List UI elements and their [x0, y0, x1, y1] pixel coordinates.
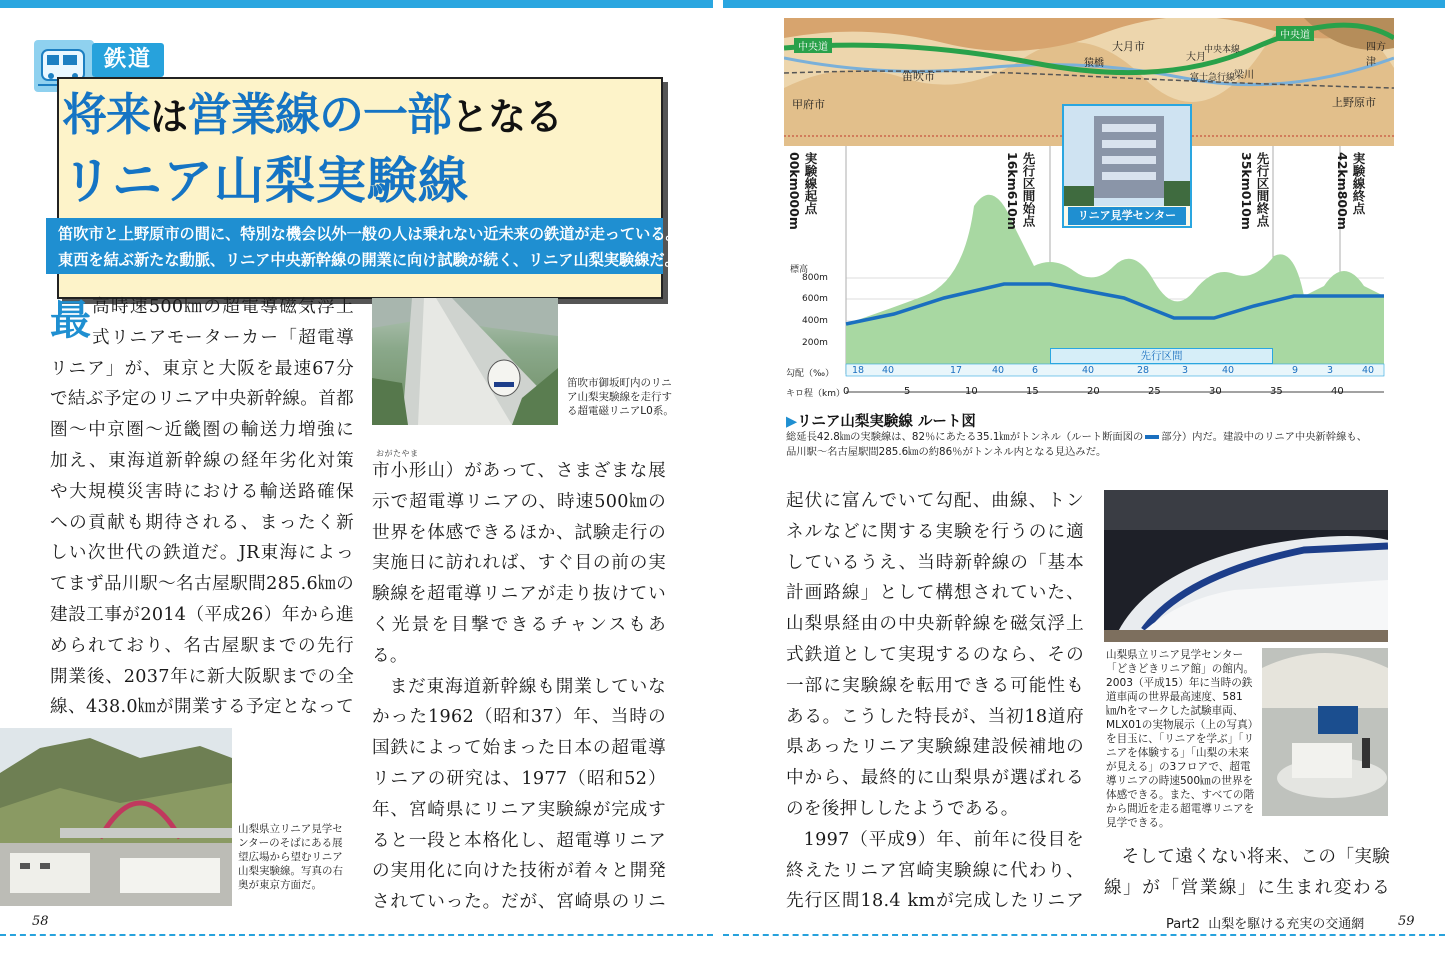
figure-caption-text: 部分）内だ。建設中のリニア中央新幹線も、品川駅〜名古屋駅間285.6㎞の約86％がトンネル内となる見込みだ。 [786, 431, 1367, 458]
km-tick: 20 [1087, 386, 1100, 397]
category-label: 鉄道 [92, 43, 164, 77]
marker-section-start: 先行区間始点 [1021, 152, 1036, 227]
photo-mlx01 [1104, 490, 1388, 642]
km-tick: 35 [1270, 386, 1283, 397]
headline-part: 将来 [62, 88, 151, 141]
km-axis-label: キロ程（km） [786, 389, 845, 399]
headline-line2: リニア山梨実験線 [62, 152, 469, 210]
gradient-value: 17 [950, 365, 963, 376]
tunnel-legend-swatch [1145, 435, 1159, 439]
km-tick: 0 [843, 386, 850, 397]
gradient-value: 18 [852, 365, 865, 376]
marker-end-km: 42km800m [1335, 152, 1350, 230]
triangle-icon: ▶ [786, 414, 798, 430]
gradient-value: 40 [1082, 365, 1095, 376]
body-text: 市小形山）があって、さまざまな展示で超電導リニアの、時速500㎞の世界を体感できるほか、試験走行の実施日に訪れれば、すぐ目の前の実験線を超電導リニアが走り抜けていく光景を目撃できるチャンスもある。 [372, 461, 666, 666]
footer-part-label: Part2 [1166, 917, 1200, 932]
map-label: 富士急行線 [1190, 73, 1236, 83]
marker-section-end: 先行区間終点 [1255, 152, 1270, 227]
body-column-3 [786, 486, 1084, 916]
gradient-value: 40 [992, 365, 1005, 376]
body-column-1 [50, 292, 354, 722]
footer-section-label: 山梨を駆ける充実の交通網 [1208, 917, 1365, 932]
figure-caption [786, 430, 1376, 459]
gradient-value: 28 [1137, 365, 1150, 376]
map-label: 甲府市 [792, 98, 825, 111]
y-tick: 600m [802, 294, 828, 304]
furigana: おがたやま [376, 449, 419, 458]
caption-photo2: 山梨県立リニア見学センターのそばにある展望広場から望むリニア山梨実験線。写真の右奥が東京方面だ。 [238, 823, 343, 891]
map-label: 中央本線 [1204, 45, 1241, 55]
figure-title [786, 410, 976, 431]
y-tick: 200m [802, 338, 828, 348]
body-text: 高時速500㎞の超電導磁気浮上式リニアモーターカー「超電導リニア」が、東京と大阪を最速67分で結ぶ予定のリニア中央新幹線。首都圏〜中京圏〜近畿圏の輸送力増強に加え、東海道新幹線の経年劣化対策や大規模災害時における輸送路確保への貢献も期待される、まったく新しい次世代の鉄道だ。JR東海によってまず品川駅〜名古屋駅間285.6㎞の建設工事が2014（平成26）年から進められており、名古屋駅までの先行開業後、2037年に新大阪駅までの全線、438.0㎞が開業する予定となって [50, 297, 354, 718]
page-number-left: 58 [32, 914, 49, 929]
map-label: 四方津 [1366, 42, 1386, 68]
body-column-2 [372, 456, 666, 920]
gradient-value: 3 [1327, 365, 1334, 376]
caption-photo1: 笛吹市御坂町内のリニア山梨実験線を走行する超電磁リニアL0系。 [567, 377, 674, 417]
headline-part: 営業線の一部 [187, 88, 452, 141]
center-photo-frame [1062, 104, 1192, 228]
lead-line: 笛吹市と上野原市の間に、特別な機会以外一般の人は乗れない近未来の鉄道が走っている。 [58, 225, 681, 243]
body-text: まだ東海道新幹線も開業していなかった1962（昭和37）年、当時の国鉄によって始まった日本の超電導リニアの研究は、1977（昭和52）年、宮崎県にリニア実験線が完成すると一段と本格化し、超電導リニアの実用化に向けた技術が着々と開発されていった。だが、宮崎県のリニ [372, 676, 666, 913]
map-label: 猿橋 [1084, 58, 1104, 69]
marker-start-km: 00km000m [787, 152, 802, 230]
page-number-right: 59 [1398, 914, 1415, 929]
body-text: 起伏に富んでいて勾配、曲線、トンネルなどに関する実験を行うのに適しているうえ、当時新幹線の「基本計画路線」として構想されていた、山梨県経由の中央新幹線を磁気浮上式鉄道として実現するのなら、その一部に実験線を転用できる可能性もある。こうした特長が、当初18道府県あったリニア実験線建設候補地の中から、最終的に山梨県が選ばれるのを後押ししたようである。 [786, 491, 1084, 819]
marker-name: 実験線起点 [803, 152, 818, 215]
section-label: 先行区間 [1050, 348, 1273, 364]
y-tick: 400m [802, 316, 828, 326]
map-label: 中央道 [794, 38, 832, 53]
km-tick: 40 [1331, 386, 1344, 397]
headline-line1 [62, 84, 562, 148]
footer-part [1166, 913, 1364, 932]
marker-end: 実験線終点 [1351, 152, 1366, 215]
headline-part: は [150, 95, 188, 139]
photo-observation-deck [0, 728, 232, 906]
body-column-4: そして遠くない将来、この「実験線」が「営業線」に生まれ変わる [1104, 847, 1390, 898]
footer-rule-left [0, 934, 713, 936]
map-label: 大月 [1186, 52, 1206, 63]
km-tick: 15 [1026, 386, 1039, 397]
body-text: 1997（平成9）年、前年に役目を終えたリニア宮崎実験線に代わり、先行区間18.4 kmが完成したリニア [786, 829, 1084, 912]
footer-rule-right [723, 934, 1445, 936]
km-tick: 5 [904, 386, 911, 397]
gradient-label: 勾配（‰） [786, 369, 835, 379]
photo-exhibit-hall [1262, 648, 1388, 816]
center-photo-label: リニア見学センター [1068, 207, 1186, 225]
km-tick: 30 [1209, 386, 1222, 397]
map-label: 上野原市 [1332, 96, 1376, 109]
lead-text [58, 221, 681, 273]
figure-title-text: リニア山梨実験線 ルート図 [797, 414, 976, 430]
gradient-value: 40 [882, 365, 895, 376]
headline-part: となる [451, 95, 563, 139]
photo-viaduct-train [372, 298, 558, 425]
km-tick: 10 [965, 386, 978, 397]
y-axis-label: 標高 [790, 265, 809, 275]
marker-section-start-km: 16km610m [1005, 152, 1020, 230]
top-accent-bar-right [723, 0, 1445, 8]
marker-start [802, 152, 818, 215]
map-label: 大月市 [1112, 40, 1145, 53]
lead-line: 東西を結ぶ新たな動脈、リニア中央新幹線の開業に向け試験が続く、リニア山梨実験線だ。 [58, 251, 680, 269]
y-tick: 800m [802, 273, 828, 283]
caption-photo3: 山梨県立リニア見学センター「どきどきリニア館」の館内。2003（平成15）年に当時の鉄道車両の世界最高速度、581㎞/hをマークした試験車両、MLX01の実物展示（上の写真）を目玉に、「リニアを学ぶ」「リニアを体験する」「山梨の未来が見える」の3フロアで、超電導リニアの時速500㎞の世界を体感できる。また、すべての階から間近を走る超電導リニアを見学できる。 [1106, 649, 1255, 829]
marker-section-end-km: 35km010m [1239, 152, 1254, 230]
figure-caption-text: 総延長42.8㎞の実験線は、82％にあたる35.1㎞がトンネル（ルート断面図の [786, 431, 1144, 443]
gradient-row [846, 365, 1384, 377]
gradient-value: 9 [1292, 365, 1299, 376]
drop-cap: 最 [50, 296, 91, 344]
gradient-value: 40 [1362, 365, 1375, 376]
km-axis [843, 386, 1384, 400]
map-label: 中央道 [1276, 26, 1314, 41]
gradient-value: 40 [1222, 365, 1235, 376]
gradient-value: 3 [1182, 365, 1189, 376]
km-tick: 25 [1148, 386, 1161, 397]
map-label: 笛吹市 [902, 70, 935, 83]
map-label: 梁川 [1234, 70, 1254, 81]
gradient-value: 6 [1032, 365, 1039, 376]
top-accent-bar-left [0, 0, 713, 8]
